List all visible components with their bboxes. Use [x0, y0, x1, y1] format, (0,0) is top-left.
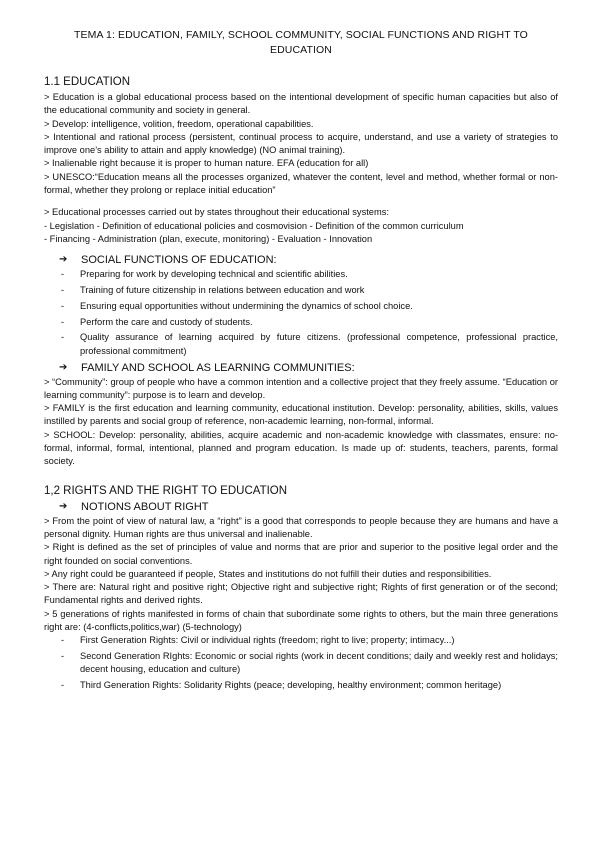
section-heading-education: 1.1 EDUCATION: [44, 76, 131, 88]
document-page: [44, 28, 558, 695]
subheading-social-functions: [59, 253, 558, 267]
dash-bullet: -: [61, 635, 65, 646]
paragraph: > SCHOOL: Develop: personality, abilities, acquire academic and non-academic knowledge with classmates, ensure: no-formal, informal, formal, intentional, planned and program education. Is made up of: students, teachers, parents, formal society.: [44, 429, 558, 467]
paragraph: > Inalienable right because it is proper to human nature. EFA (education for all): [44, 158, 369, 169]
subheading-text: SOCIAL FUNCTIONS OF EDUCATION:: [81, 254, 277, 267]
list-item: - First Generation Rights: Civil or individual rights (freedom; right to live; property; intimacy...): [44, 634, 558, 647]
list-item: - Training of future citizenship in relations between education and work: [44, 284, 558, 297]
list-item: - Second Generation RIghts: Economic or social rights (work in decent conditions; daily and weekly rest and holidays; decent housing, education and culture): [61, 651, 558, 675]
document-title: [44, 28, 558, 58]
paragraph: > From the point of view of natural law, a “right” is a good that corresponds to people because they are humans and have a personal dignity. Human rights are thus universal and inalienable.: [44, 515, 558, 539]
paragraph: > There are: Natural right and positive right; Objective right and subjective right; Rights of first generation or of the second; Fundamental rights and derived rights.: [44, 582, 558, 606]
paragraph: - Financing - Administration (plan, execute, monitoring) - Evaluation - Innovation: [44, 233, 373, 244]
arrow-icon: ➔: [59, 254, 68, 266]
dash-bullet: -: [61, 285, 65, 296]
title-line-2: EDUCATION: [270, 44, 332, 56]
section-heading-rights: 1,2 RIGHTS AND THE RIGHT TO EDUCATION: [44, 484, 288, 497]
subheading-family-school: [59, 361, 558, 375]
list-item: - Quality assurance of learning acquired by future citizens. (professional competence, professional practice, professional commitment): [61, 332, 558, 356]
paragraph: > UNESCO:“Education means all the processes organized, whatever the content, level and method, whether formal or non-formal, whether they prolong or replace initial education”: [44, 171, 558, 196]
dash-bullet: -: [61, 316, 65, 327]
paragraph: - Legislation - Definition of educational policies and cosmovision - Definition of the common curriculum: [44, 220, 464, 231]
list-item: - Perform the care and custody of students.: [44, 316, 558, 329]
paragraph: > Educational processes carried out by states throughout their educational systems:: [44, 207, 389, 218]
paragraph: > Intentional and rational process (persistent, continual process to acquire, understand, and use a variety of strategies to improve one’s ability to attain and apply knowledge) (NO animal training).: [44, 131, 558, 156]
list-item: - Third Generation Rights: Solidarity Rights (peace; developing, healthy environment; common heritage): [44, 679, 558, 692]
subheading-notions: [59, 500, 558, 514]
dash-bullet: -: [61, 680, 65, 691]
generations-list: [44, 634, 558, 692]
arrow-icon: ➔: [59, 361, 68, 373]
paragraph: > Right is defined as the set of principles of value and norms that are prior and superior to the positive legal order and the right founded on social conventions.: [44, 542, 558, 566]
list-item: - Ensuring equal opportunities without undermining the dynamics of school choice.: [44, 300, 558, 313]
dash-bullet: -: [61, 332, 65, 343]
paragraph: > Education is a global educational process based on the intentional development of specific human capacities but also of the educational community and society in general.: [44, 92, 558, 116]
dash-bullet: -: [61, 651, 65, 662]
paragraph: > Develop: intelligence, volition, freedom, operational capabilities.: [44, 118, 314, 129]
list-item: - Preparing for work by developing technical and scientific abilities.: [44, 268, 558, 281]
paragraph: > 5 generations of rights manifested in forms of chain that subordinate some rights to others, but the main three generations right are: (4-conflicts,politics,war) (5-technology): [44, 608, 558, 632]
dash-bullet: -: [61, 300, 65, 311]
subheading-text: FAMILY AND SCHOOL AS LEARNING COMMUNITIES:: [81, 361, 355, 374]
title-line-1: TEMA 1: EDUCATION, FAMILY, SCHOOL COMMUNITY, SOCIAL FUNCTIONS AND RIGHT TO: [74, 29, 528, 41]
subheading-text: NOTIONS ABOUT RIGHT: [81, 500, 209, 513]
social-functions-list: [44, 268, 558, 358]
paragraph: > “Community”: group of people who have a common intention and a collective project that they freely assume. “Education or learning community”: purpose is to learn and develop.: [44, 376, 558, 400]
dash-bullet: -: [61, 269, 65, 280]
paragraph: > Any right could be guaranteed if people, States and institutions do not fulfill their duties and responsibilities.: [44, 568, 492, 579]
paragraph: > FAMILY is the first education and learning community, educational institution. Develop: personality, abilities, skills, values instilled by parents and social group of reference, non-academic learning, non-formal, informal.: [44, 403, 558, 427]
arrow-icon: ➔: [59, 500, 68, 512]
